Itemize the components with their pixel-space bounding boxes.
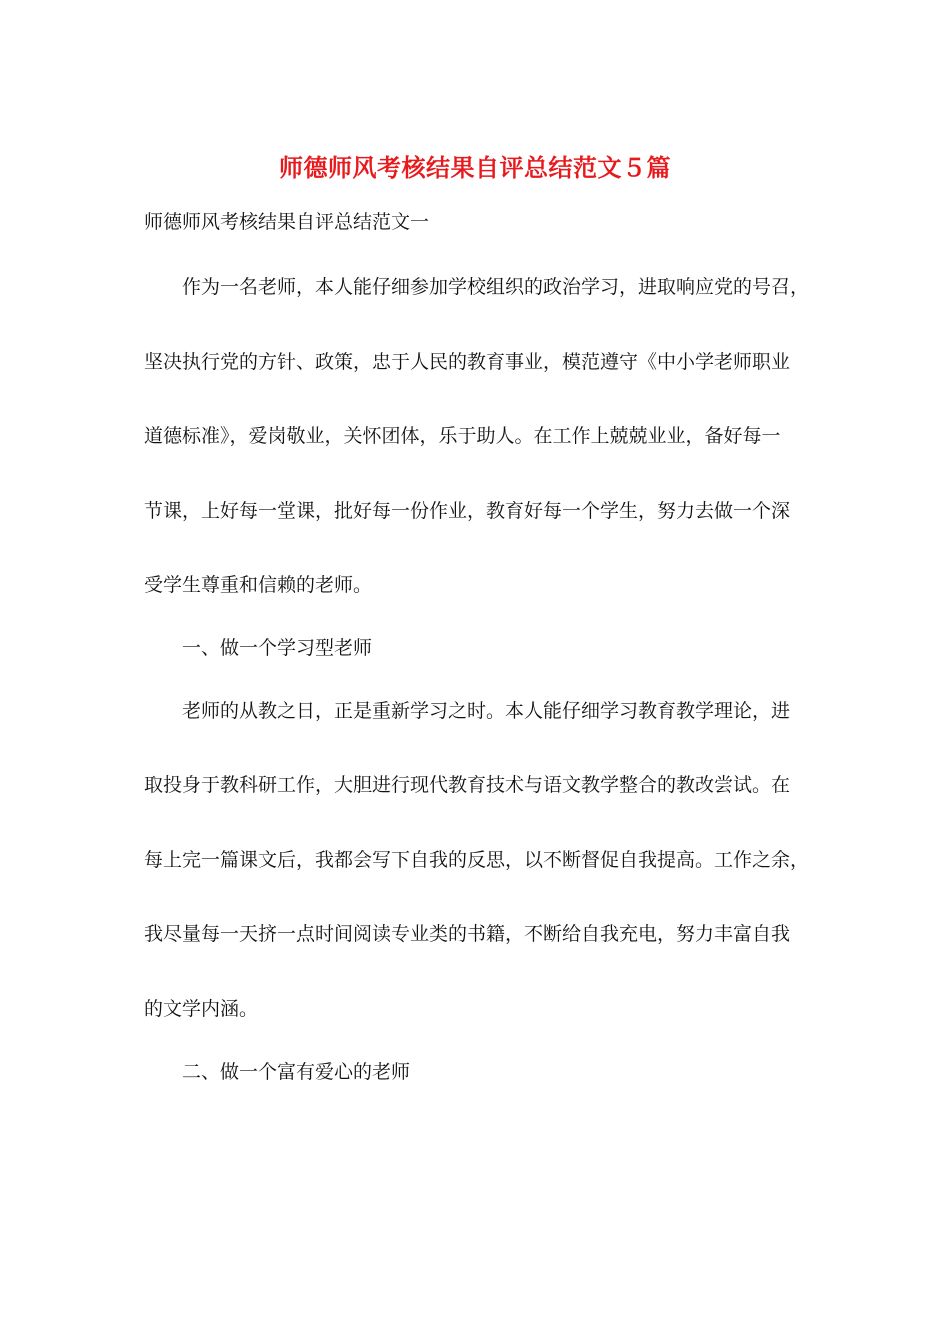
subheading: 一、做一个学习型老师 — [182, 637, 373, 659]
paragraph-line: 受学生尊重和信赖的老师。 — [144, 574, 373, 596]
paragraph-line: 作为一名老师，本人能仔细参加学校组织的政治学习，进取响应党的号召， — [182, 276, 810, 298]
document-title: 师德师风考核结果自评总结范文５篇 — [279, 153, 671, 182]
paragraph-line: 节课，上好每一堂课，批好每一份作业，教育好每一个学生，努力去做一个深 — [144, 500, 791, 522]
paragraph-line: 坚决执行党的方针、政策，忠于人民的教育事业，模范遵守《中小学老师职业 — [144, 351, 791, 373]
paragraph-line: 每上完一篇课文后，我都会写下自我的反思，以不断督促自我提高。工作之余， — [144, 849, 810, 871]
section-heading: 师德师风考核结果自评总结范文一 — [144, 211, 430, 233]
paragraph-line: 取投身于教科研工作，大胆进行现代教育技术与语文教学整合的教改尝试。在 — [144, 774, 791, 796]
paragraph-line: 的文学内涵。 — [144, 998, 259, 1020]
paragraph-line: 我尽量每一天挤一点时间阅读专业类的书籍，不断给自我充电，努力丰富自我 — [144, 923, 791, 945]
subheading: 二、做一个富有爱心的老师 — [182, 1061, 411, 1083]
paragraph-line: 老师的从教之日，正是重新学习之时。本人能仔细学习教育教学理论，进 — [182, 700, 791, 722]
paragraph-line: 道德标准》，爱岗敬业，关怀团体，乐于助人。在工作上兢兢业业，备好每一 — [144, 425, 781, 447]
